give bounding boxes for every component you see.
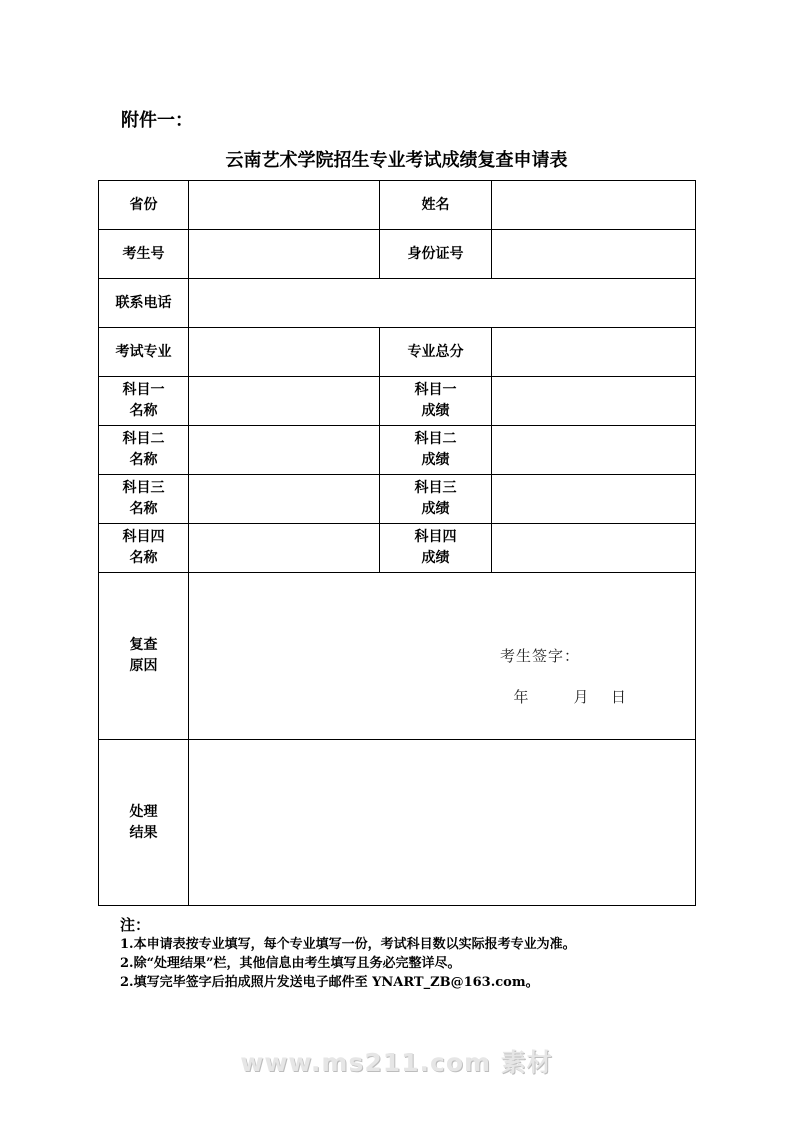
major-field[interactable] <box>189 328 380 377</box>
notes-title: 注： <box>120 916 151 934</box>
result-field[interactable] <box>189 740 696 906</box>
exam-no-label: 考生号 <box>99 230 189 279</box>
province-field[interactable] <box>189 181 380 230</box>
result-label-line2: 结果 <box>129 824 158 841</box>
major-total-field[interactable] <box>492 328 696 377</box>
subject-3-score-label <box>380 475 492 524</box>
subject-2-score-label <box>380 426 492 475</box>
result-label-line1: 处理 <box>129 803 158 820</box>
subject-4-name-line2: 名称 <box>129 550 158 566</box>
date-day-label: 日 <box>611 688 627 706</box>
subject-3-name-line1: 科目三 <box>122 480 165 496</box>
phone-label: 联系电话 <box>99 279 189 328</box>
subject-2-score-line1: 科目二 <box>414 431 457 447</box>
subject-3-name-field[interactable] <box>189 475 380 524</box>
subject-2-score-field[interactable] <box>492 426 696 475</box>
reason-label <box>99 573 189 740</box>
signature-label: 考生签字： <box>500 647 581 665</box>
major-total-label: 专业总分 <box>380 328 492 377</box>
exam-no-field[interactable] <box>189 230 380 279</box>
attachment-label: 附件一： <box>121 110 193 131</box>
subject-3-score-line1: 科目三 <box>414 480 457 496</box>
reason-field[interactable] <box>189 573 696 740</box>
form-title: 云南艺术学院招生专业考试成绩复查申请表 <box>225 150 568 171</box>
subject-3-score-field[interactable] <box>492 475 696 524</box>
form-row-reason <box>99 573 696 740</box>
name-label: 姓名 <box>380 181 492 230</box>
subject-1-name-line2: 名称 <box>129 403 158 419</box>
form-row-subject-3 <box>99 475 696 524</box>
subject-1-score-line1: 科目一 <box>414 382 457 398</box>
reason-label-line2: 原因 <box>129 658 158 674</box>
subject-4-name-label <box>99 524 189 573</box>
subject-1-score-field[interactable] <box>492 377 696 426</box>
subject-1-score-line2: 成绩 <box>421 403 450 419</box>
note-item-1: 1.本申请表按专业填写，每个专业填写一份，考试科目数以实际报考专业为准。 <box>120 937 576 952</box>
form-row-subject-2 <box>99 426 696 475</box>
subject-1-name-label <box>99 377 189 426</box>
form-row-phone <box>99 279 696 328</box>
id-no-label: 身份证号 <box>380 230 492 279</box>
form-row-subject-4 <box>99 524 696 573</box>
subject-2-name-line2: 名称 <box>129 452 158 468</box>
subject-4-score-line2: 成绩 <box>421 550 450 566</box>
subject-3-score-line2: 成绩 <box>421 501 450 517</box>
reason-label-line1: 复查 <box>129 637 158 653</box>
subject-4-score-line1: 科目四 <box>414 529 457 545</box>
subject-1-name-field[interactable] <box>189 377 380 426</box>
name-field[interactable] <box>492 181 696 230</box>
subject-2-name-field[interactable] <box>189 426 380 475</box>
notes-section <box>120 916 576 992</box>
note-item-2: 2.除“处理结果”栏，其他信息由考生填写且务必完整详尽。 <box>120 956 461 971</box>
form-row-subject-1 <box>99 377 696 426</box>
subject-2-name-line1: 科目二 <box>122 431 165 447</box>
application-form-table <box>98 180 696 906</box>
subject-2-score-line2: 成绩 <box>421 452 450 468</box>
phone-field[interactable] <box>189 279 696 328</box>
subject-1-score-label <box>380 377 492 426</box>
major-label: 考试专业 <box>99 328 189 377</box>
subject-3-name-label <box>99 475 189 524</box>
subject-2-name-label <box>99 426 189 475</box>
form-row-exam-no <box>99 230 696 279</box>
subject-4-name-line1: 科目四 <box>122 529 165 545</box>
signature-date <box>491 687 626 708</box>
subject-1-name-line1: 科目一 <box>122 382 165 398</box>
province-label: 省份 <box>99 181 189 230</box>
date-month-label: 月 <box>573 688 589 706</box>
form-row-major <box>99 328 696 377</box>
subject-4-score-label <box>380 524 492 573</box>
id-no-field[interactable] <box>492 230 696 279</box>
subject-4-score-field[interactable] <box>492 524 696 573</box>
note-item-3: 2.填写完毕签字后拍成照片发送电子邮件至 YNART_ZB@163.com。 <box>120 975 539 990</box>
subject-3-name-line2: 名称 <box>129 501 158 517</box>
date-year-label: 年 <box>513 688 529 706</box>
result-label <box>99 740 189 906</box>
form-row-province <box>99 181 696 230</box>
form-row-result <box>99 740 696 906</box>
subject-4-name-field[interactable] <box>189 524 380 573</box>
watermark: www.ms211.com 素材 <box>240 1048 553 1077</box>
